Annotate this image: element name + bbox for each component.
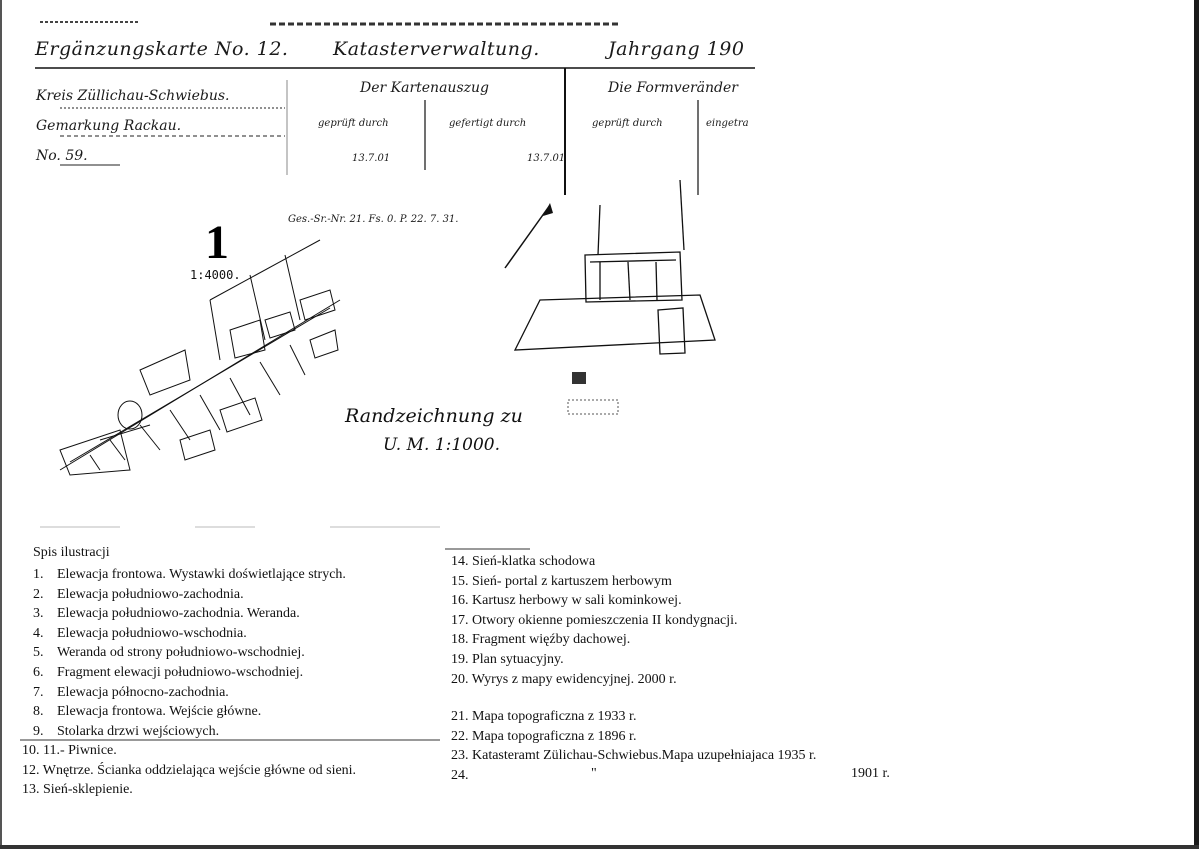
scan-edge-right: [1194, 0, 1199, 849]
list-item: 14. Sień-klatka schodowa: [451, 554, 596, 569]
list-item-number: 7.: [33, 684, 44, 700]
list-item-text: Stolarka drzwi wejściowych.: [57, 723, 220, 739]
list-item: [33, 565, 346, 585]
list-item: 19. Plan sytuacyjny.: [451, 651, 564, 667]
list-item-number: 4.: [33, 625, 44, 641]
year-label: Jahrgang 190: [608, 38, 745, 60]
list-item: 22. Mapa topograficzna z 1896 r.: [451, 728, 637, 744]
list-item-number: 8.: [33, 704, 44, 720]
list-item: 10. 11.- Piwnice.: [22, 743, 117, 758]
list-item-text: Elewacja południowo-wschodnia.: [57, 625, 247, 641]
map-scale: 1:4000.: [190, 268, 241, 282]
list-item-24-ditto: ": [591, 766, 597, 781]
list-item: [33, 722, 346, 742]
kreis-field: Kreis Züllichau-Schwiebus.: [36, 88, 230, 104]
signature-date-1: 13.7.01: [352, 153, 391, 164]
list-item-text: Weranda od strony południowo-wschodniej.: [57, 645, 305, 661]
card-title: Ergänzungskarte No. 12.: [35, 38, 289, 60]
list-item: 17. Otwory okienne pomieszczenia II kondygnacji.: [451, 612, 738, 628]
list-item: [33, 663, 346, 683]
list-item-text: Elewacja południowo-zachodnia. Weranda.: [57, 606, 300, 622]
list-item-text: Elewacja północno-zachodnia.: [57, 684, 229, 700]
signature-line: Ges.-Sr.-Nr. 21. Fs. 0. P. 22. 7. 31.: [288, 214, 459, 225]
illustration-list-a: [33, 565, 346, 741]
list-item-number: 2.: [33, 586, 44, 602]
margin-note-scale: U. M. 1:1000.: [383, 435, 500, 455]
col-made: gefertigt durch: [449, 118, 527, 129]
scan-edge-left: [0, 0, 2, 849]
admin-title: Katasterverwaltung.: [333, 38, 540, 60]
list-item-text: Fragment elewacji południowo-wschodniej.: [57, 664, 304, 680]
list-item: [33, 604, 346, 624]
list-item-number: 3.: [33, 606, 44, 622]
number-field: No. 59.: [36, 148, 88, 164]
list-title: Spis ilustracji: [33, 545, 110, 560]
gemarkung-field: Gemarkung Rackau.: [36, 118, 182, 134]
list-item: [33, 624, 346, 644]
list-item-24-number: 24.: [451, 768, 469, 783]
signature-date-2: 13.7.01: [527, 153, 566, 164]
list-item: 15. Sień- portal z kartuszem herbowym: [451, 573, 672, 589]
list-item-text: Elewacja południowo-zachodnia.: [57, 586, 244, 602]
list-item: [33, 702, 346, 722]
col-checked2: geprüft durch: [592, 118, 663, 129]
list-item: [33, 643, 346, 663]
col-entered: eingetra: [706, 118, 749, 129]
illustration-list-d: [451, 707, 816, 766]
section-right-heading: Die Formveränder: [608, 80, 738, 96]
list-item-number: 6.: [33, 664, 44, 680]
list-item-text: Elewacja frontowa. Wystawki doświetlające strych.: [57, 567, 346, 582]
list-item: 13. Sień-sklepienie.: [22, 782, 133, 798]
list-item: 21. Mapa topograficzna z 1933 r.: [451, 709, 637, 724]
illustration-number: 1: [205, 216, 229, 269]
section-left-heading: Der Kartenauszug: [360, 80, 489, 96]
list-item: 12. Wnętrze. Ścianka oddzielająca wejście główne od sieni.: [22, 762, 357, 778]
list-item-24-year: 1901 r.: [851, 766, 890, 781]
illustration-list-c: [451, 552, 738, 689]
list-item: 16. Kartusz herbowy w sali kominkowej.: [451, 593, 682, 609]
margin-note: Randzeichnung zu: [345, 405, 523, 427]
illustration-list-b: [22, 741, 356, 800]
list-item: [33, 585, 346, 605]
scan-edge-bottom: [0, 845, 1199, 849]
list-item-number: 5.: [33, 645, 44, 661]
col-checked: geprüft durch: [318, 118, 389, 129]
list-item-number: 1.: [33, 567, 44, 582]
list-item: 18. Fragment więźby dachowej.: [451, 632, 631, 648]
list-item: 23. Katasteramt Zülichau-Schwiebus.Mapa uzupełniajaca 1935 r.: [451, 748, 817, 764]
list-item-text: Elewacja frontowa. Wejście główne.: [57, 704, 262, 720]
list-item: 20. Wyrys z mapy ewidencyjnej. 2000 r.: [451, 671, 677, 687]
list-item: [33, 683, 346, 703]
list-item-number: 9.: [33, 723, 44, 739]
